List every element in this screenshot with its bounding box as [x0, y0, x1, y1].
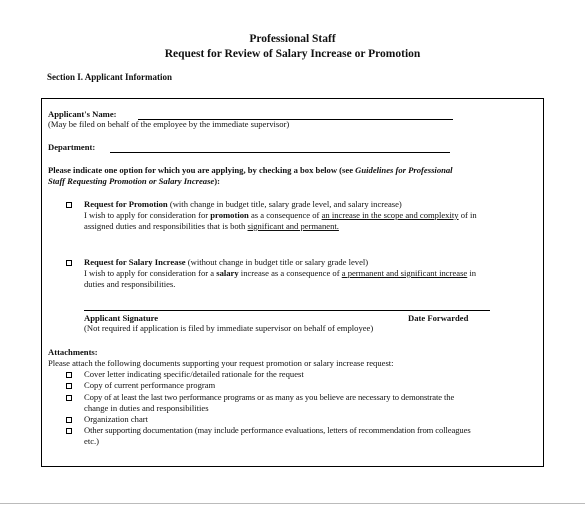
page-edge — [0, 503, 585, 504]
promotion-checkbox[interactable] — [66, 202, 72, 208]
date-forwarded-label: Date Forwarded — [408, 313, 469, 323]
signature-note: (Not required if application is filed by immediate supervisor on behalf of employee) — [84, 323, 374, 333]
form-title: Professional Staff — [249, 33, 336, 45]
applicant-name-label: Applicant's Name: — [48, 109, 117, 119]
applicant-name-note: (May be filed on behalf of the employee by the immediate supervisor) — [48, 119, 290, 129]
section-heading: Section I. Applicant Information — [47, 72, 173, 82]
department-label: Department: — [48, 142, 96, 152]
attachments-intro: Please attach the following documents supporting your request promotion or salary increase request: — [48, 358, 394, 368]
salary-line-3: duties and responsibilities. — [84, 279, 176, 289]
attachment-checkbox[interactable] — [66, 417, 72, 423]
attachment-item: Other supporting documentation (may include performance evaluations, letters of recommendation from colleagues — [84, 425, 471, 435]
promotion-title-line: Request for Promotion (with change in budget title, salary grade level, and salary increase) — [84, 199, 402, 209]
attachment-checkbox[interactable] — [66, 428, 72, 434]
form-subtitle: Request for Review of Salary Increase or Promotion — [164, 48, 421, 60]
attachment-item-continued: change in duties and responsibilities — [84, 403, 209, 413]
promotion-line-3: assigned duties and responsibilities that is both significant and permanent. — [84, 221, 339, 231]
department-field[interactable] — [110, 152, 450, 153]
signature-label: Applicant Signature — [84, 313, 159, 323]
salary-increase-checkbox[interactable] — [66, 260, 72, 266]
attachment-checkbox[interactable] — [66, 383, 72, 389]
attachment-checkbox[interactable] — [66, 372, 72, 378]
salary-title-line: Request for Salary Increase (without change in budget title or salary grade level) — [84, 257, 369, 267]
attachment-item: Copy of current performance program — [84, 380, 216, 390]
promotion-line-2: I wish to apply for consideration for promotion as a consequence of an increase in the scope and complexity of in — [84, 210, 477, 220]
instruction-line-2: Staff Requesting Promotion or Salary Increase): — [48, 176, 220, 186]
attachments-heading: Attachments: — [48, 347, 98, 357]
attachment-item: Copy of at least the last two performance programs or as many as you believe are necessary to demonstrate the — [84, 392, 455, 402]
attachment-checkbox[interactable] — [66, 395, 72, 401]
attachment-item: Cover letter indicating specific/detailed rationale for the request — [84, 369, 304, 379]
salary-line-2: I wish to apply for consideration for a salary increase as a consequence of a permanent and significant increase in — [84, 268, 477, 278]
instruction-line-1: Please indicate one option for which you are applying, by checking a box below (see Guidelines for Professional — [48, 165, 453, 175]
attachment-item: Organization chart — [84, 414, 149, 424]
signature-line[interactable] — [84, 310, 490, 311]
attachment-item-continued: etc.) — [84, 436, 100, 446]
